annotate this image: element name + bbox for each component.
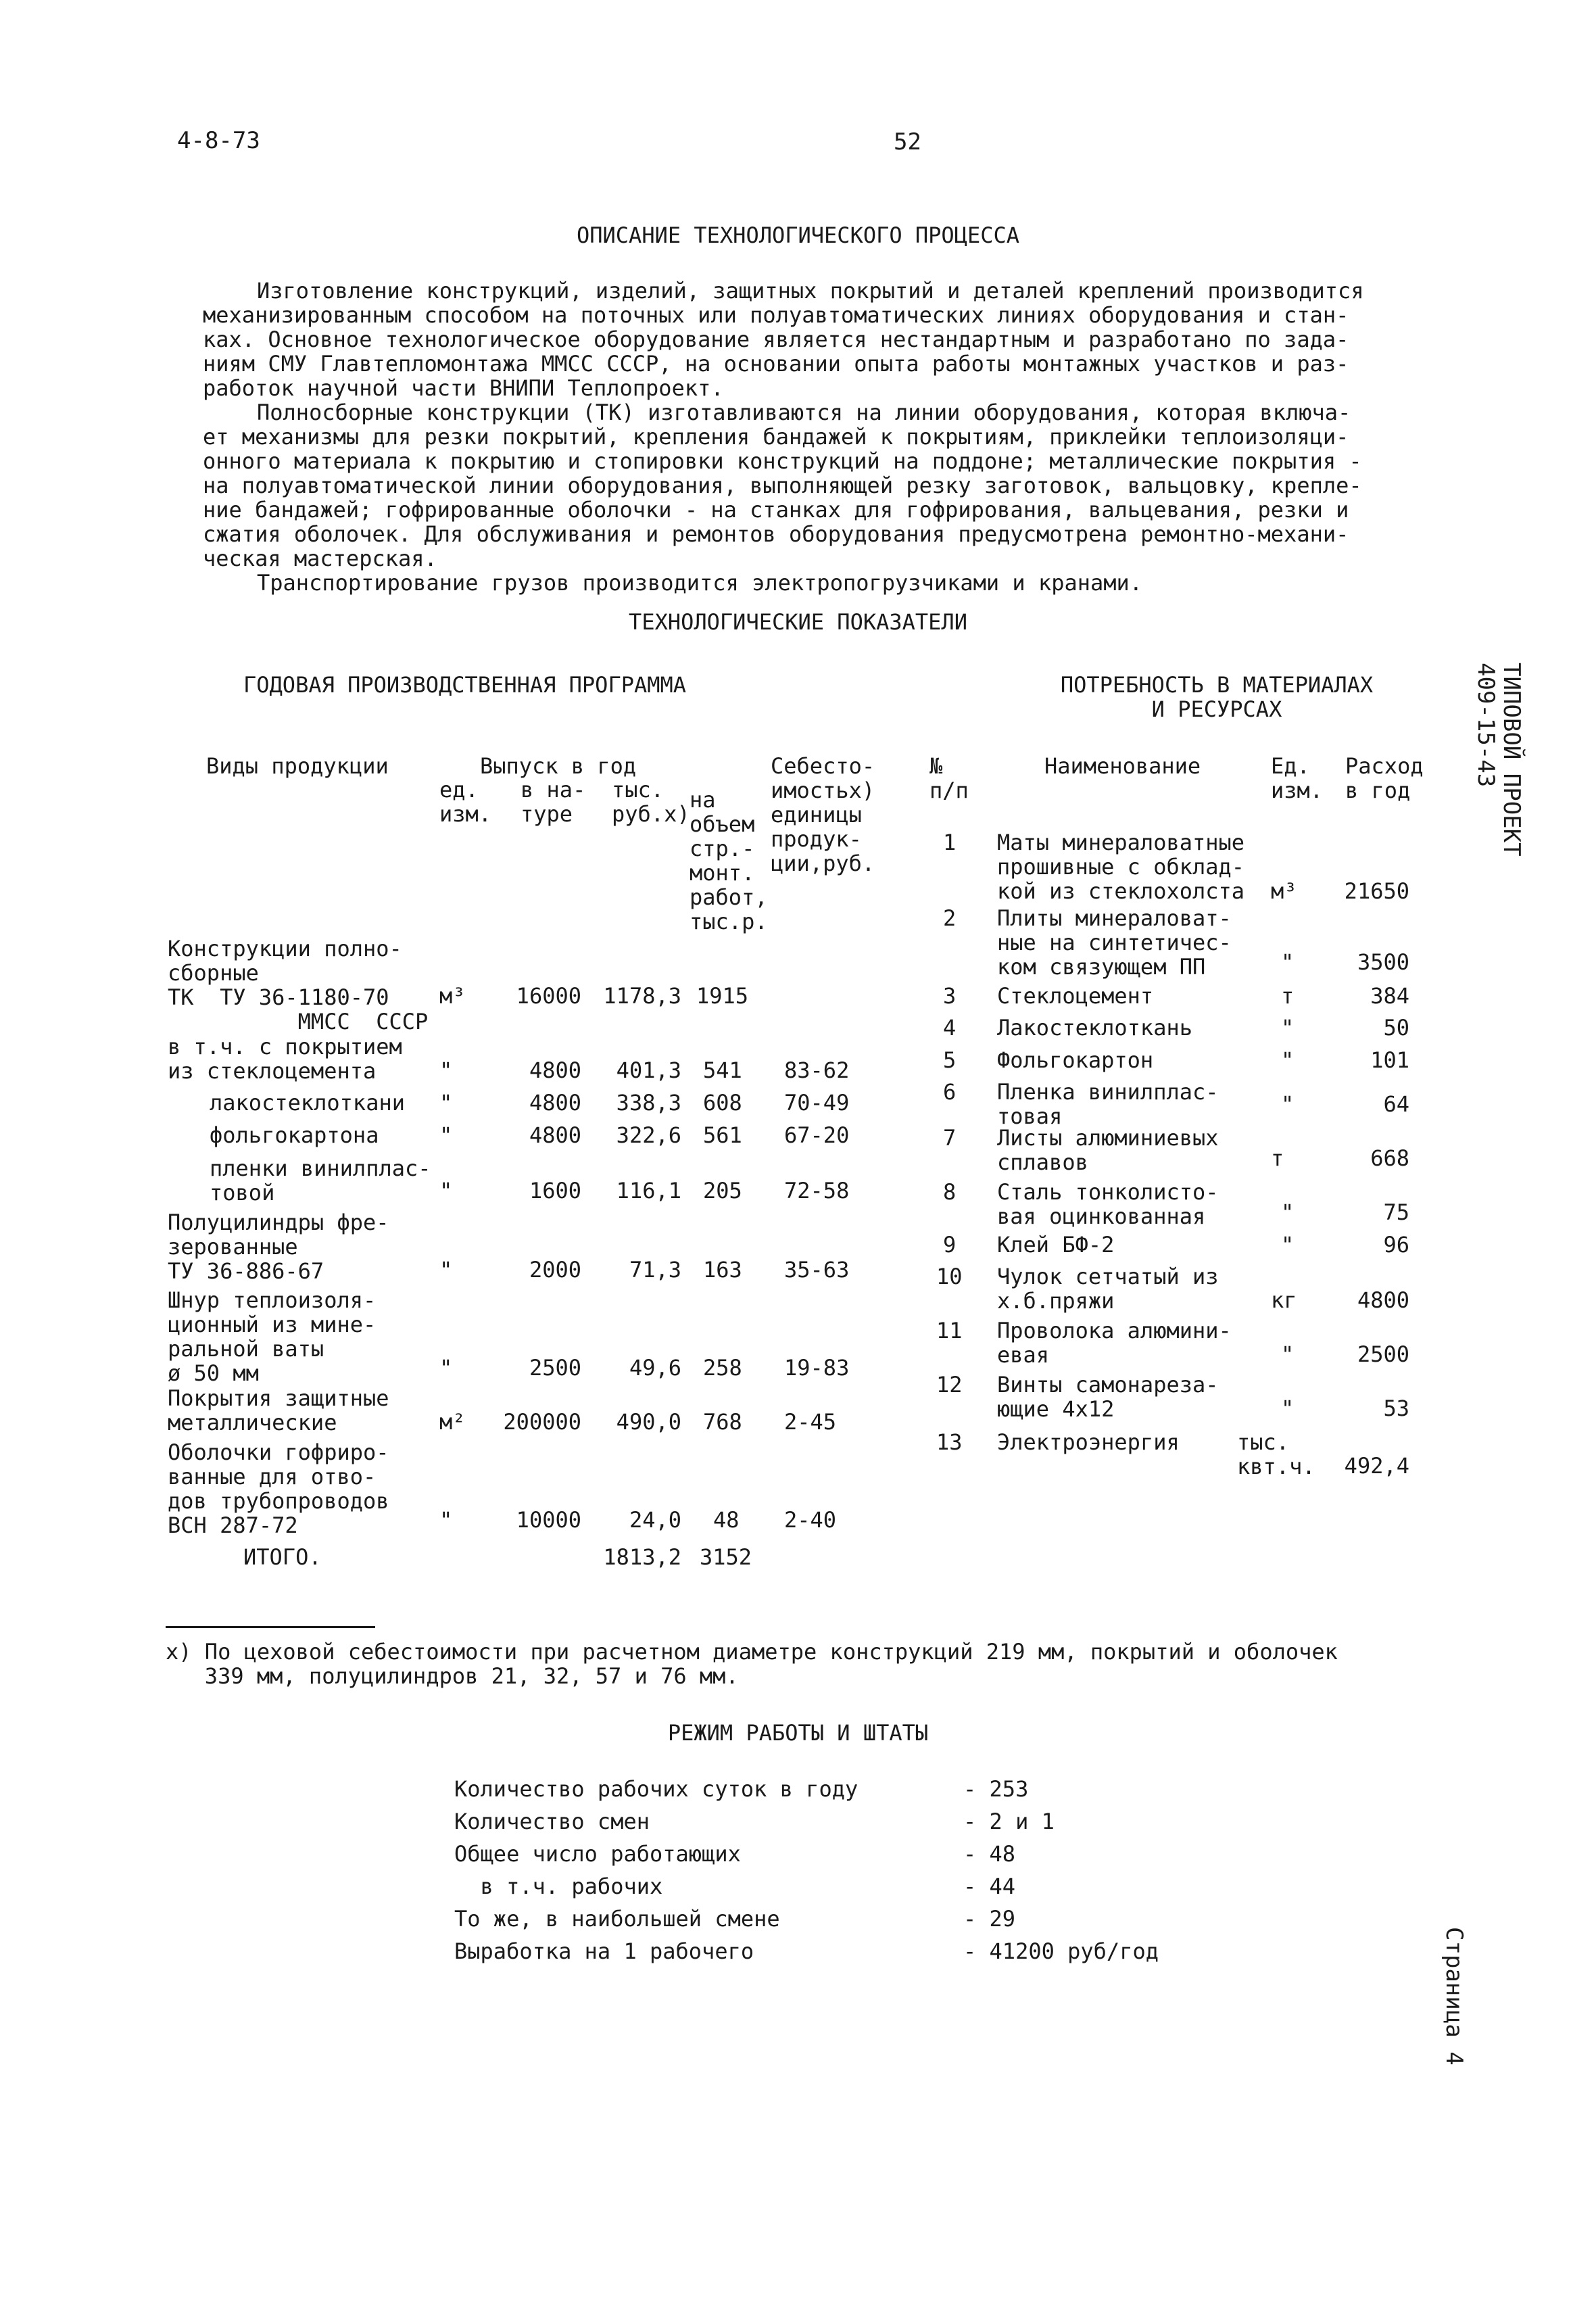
- materials-row-name: Винты самонареза- ющие 4х12: [997, 1372, 1219, 1422]
- program-row-name: Оболочки гофриро- ванные для отво- дов трубопроводов ВСН 287-72: [168, 1439, 389, 1538]
- program-row-thousand: 71,3: [629, 1257, 681, 1283]
- materials-row-unit: ": [1281, 1395, 1295, 1421]
- description-line: ниям СМУ Главтепломонтажа ММСС СССР, на основании опыта работы монтажных участков и раз-: [203, 351, 1349, 377]
- description-line: ние бандажей; гофрированные оболочки - на станках для гофрирования, вальцевания, резки и: [203, 497, 1349, 523]
- regime-label: Выработка на 1 рабочего: [454, 1938, 754, 1964]
- program-row-natural: 4800: [529, 1122, 581, 1148]
- program-row-name: фольгокартона: [210, 1122, 379, 1148]
- program-header-natural: в на- туре: [521, 777, 586, 827]
- program-row-unit: ": [439, 1090, 453, 1116]
- materials-row-no: 6: [943, 1079, 957, 1105]
- side-project-stamp: ТИПОВОЙ ПРОЕКТ 409-15-43: [1472, 663, 1525, 857]
- materials-row-name: Электроэнергия: [997, 1429, 1180, 1455]
- program-header-output: Выпуск в год: [480, 753, 637, 779]
- program-total-label: ИТОГО.: [243, 1544, 322, 1570]
- materials-header-name: Наименование: [1044, 753, 1201, 779]
- program-row-unit: ": [439, 1057, 453, 1083]
- description-line: ет механизмы для резки покрытий, крепления бандажей к покрытиям, приклейки теплоизоляци-: [203, 424, 1349, 450]
- program-row-cost: 19-83: [784, 1355, 850, 1381]
- materials-row-qty: 3500: [1357, 949, 1409, 975]
- materials-row-name: Маты минераловатные прошивные с обклад- кой из стеклохолста: [997, 830, 1245, 904]
- description-line: работок научной части ВНИПИ Теплопроект.: [203, 375, 724, 401]
- materials-row-no: 4: [943, 1015, 957, 1041]
- materials-row-no: 11: [936, 1318, 963, 1343]
- materials-row-qty: 4800: [1357, 1287, 1409, 1313]
- materials-row-no: 5: [943, 1047, 957, 1073]
- materials-row-qty: 492,4: [1344, 1453, 1409, 1479]
- materials-row-unit: ": [1281, 949, 1295, 975]
- program-row-volume: 48: [713, 1507, 740, 1533]
- materials-row-qty: 53: [1383, 1395, 1409, 1421]
- side-sheet-stamp: Страница 4: [1441, 1927, 1468, 2066]
- program-row-volume: 768: [703, 1409, 742, 1435]
- materials-row-no: 13: [936, 1429, 963, 1455]
- program-row-natural: 10000: [516, 1507, 581, 1533]
- program-row-thousand: 24,0: [629, 1507, 681, 1533]
- description-line: на полуавтоматической линии оборудования, выполняющей резку заготовок, вальцовку, крепле-: [203, 473, 1362, 498]
- materials-row-name: Клей БФ-2: [997, 1232, 1115, 1258]
- materials-row-unit: м³: [1271, 878, 1297, 904]
- program-row-volume: 608: [703, 1090, 742, 1116]
- materials-row-unit: ": [1281, 1091, 1295, 1117]
- program-row-cost: 83-62: [784, 1057, 850, 1083]
- program-row-thousand: 338,3: [616, 1090, 681, 1116]
- program-row-name: пленки винилплас- товой: [210, 1155, 431, 1206]
- program-row-volume: 541: [703, 1057, 742, 1083]
- program-title: ГОДОВАЯ ПРОИЗВОДСТВЕННАЯ ПРОГРАММА: [243, 672, 687, 698]
- program-row-thousand: 49,6: [629, 1355, 681, 1381]
- regime-value: - 41200 руб/год: [963, 1938, 1159, 1964]
- regime-label: Общее число работающих: [454, 1841, 741, 1867]
- materials-row-unit: ": [1281, 1232, 1295, 1258]
- description-line: онного материала к покрытию и стопировки конструкций на поддоне; металлические покрытия -: [203, 448, 1362, 474]
- materials-row-name: Проволока алюмини- евая: [997, 1318, 1232, 1368]
- program-header-unit: ед. изм.: [439, 777, 492, 827]
- program-row-cost: 72-58: [784, 1178, 850, 1203]
- program-row-volume: 205: [703, 1178, 742, 1203]
- program-row-unit: м³: [439, 983, 466, 1009]
- indicators-title: ТЕХНОЛОГИЧЕСКИЕ ПОКАЗАТЕЛИ: [629, 609, 967, 635]
- description-line: сжатия оболочек. Для обслуживания и ремонтов оборудования предусмотрена ремонтно-механи-: [203, 521, 1349, 547]
- description-line: Изготовление конструкций, изделий, защитных покрытий и деталей креплений производится: [257, 278, 1364, 304]
- materials-row-unit: ": [1281, 1047, 1295, 1073]
- materials-row-no: 2: [943, 905, 957, 931]
- regime-label: То же, в наибольшей смене: [454, 1906, 780, 1932]
- program-row-unit: м²: [439, 1409, 466, 1435]
- doc-code: 4-8-73: [177, 127, 260, 154]
- page-number: 52: [894, 128, 921, 156]
- materials-row-unit: т: [1271, 1145, 1284, 1171]
- materials-row-no: 8: [943, 1179, 957, 1205]
- program-row-natural: 200000: [503, 1409, 581, 1435]
- program-row-unit: ": [439, 1122, 453, 1148]
- program-row-natural: 1600: [529, 1178, 581, 1203]
- program-row-thousand: 1178,3: [603, 983, 681, 1009]
- program-total-thousand: 1813,2: [603, 1544, 681, 1570]
- program-header-kind: Виды продукции: [206, 753, 389, 779]
- footnote: х) По цеховой себестоимости при расчетном диаметре конструкций 219 мм, покрытий и оболочек 339 мм, полуцилиндров 21, 32, 57 и 76 мм.: [166, 1639, 1338, 1689]
- program-row-natural: 4800: [529, 1090, 581, 1116]
- program-row-unit: ": [439, 1178, 453, 1203]
- program-row-name: Конструкции полно- сборные ТК ТУ 36-1180-70 ММСС СССР: [168, 936, 429, 1034]
- program-header-volume: на объем стр.- монт. работ, тыс.р.: [690, 787, 768, 934]
- regime-label: Количество смен: [454, 1809, 650, 1834]
- materials-row-qty: 384: [1370, 983, 1409, 1009]
- materials-row-name: Фольгокартон: [997, 1047, 1154, 1073]
- materials-row-no: 12: [936, 1372, 963, 1398]
- materials-row-no: 3: [943, 983, 957, 1009]
- program-row-natural: 2500: [529, 1355, 581, 1381]
- description-line: Полносборные конструкции (ТК) изготавливаются на линии оборудования, которая включа-: [257, 400, 1351, 425]
- materials-row-qty: 668: [1370, 1145, 1409, 1171]
- description-body: [203, 279, 1386, 595]
- regime-label: Количество рабочих суток в году: [454, 1776, 859, 1802]
- materials-row-unit: ": [1281, 1199, 1295, 1225]
- materials-row-name: Стеклоцемент: [997, 983, 1154, 1009]
- program-row-cost: 2-45: [784, 1409, 837, 1435]
- materials-row-qty: 2500: [1357, 1341, 1409, 1367]
- program-row-name: Покрытия защитные металлические: [168, 1385, 389, 1435]
- materials-row-qty: 75: [1383, 1199, 1409, 1225]
- materials-row-no: 7: [943, 1125, 957, 1151]
- materials-row-name: Листы алюминиевых сплавов: [997, 1125, 1219, 1175]
- materials-header-unit: Ед. изм.: [1271, 753, 1324, 803]
- description-title: ОПИСАНИЕ ТЕХНОЛОГИЧЕСКОГО ПРОЦЕССА: [576, 222, 1020, 248]
- program-row-unit: ": [439, 1257, 453, 1283]
- program-row-name: Полуцилиндры фре- зерованные ТУ 36-886-67: [168, 1210, 389, 1284]
- program-row-thousand: 490,0: [616, 1409, 681, 1435]
- regime-label: в т.ч. рабочих: [454, 1874, 663, 1899]
- program-row-name: в т.ч. с покрытием из стеклоцемента: [168, 1034, 402, 1084]
- program-row-cost: 70-49: [784, 1090, 850, 1116]
- materials-header-no: № п/п: [929, 753, 969, 803]
- materials-row-unit: ": [1281, 1341, 1295, 1367]
- materials-row-qty: 96: [1383, 1232, 1409, 1258]
- materials-row-no: 1: [943, 830, 957, 855]
- materials-row-unit: тыс. квт.ч.: [1237, 1429, 1315, 1479]
- regime-value: - 48: [963, 1841, 1016, 1867]
- materials-row-name: Лакостеклоткань: [997, 1015, 1192, 1041]
- program-row-unit: ": [439, 1355, 453, 1381]
- program-row-thousand: 322,6: [616, 1122, 681, 1148]
- program-header-thousand: тыс. руб.х): [612, 777, 690, 827]
- regime-title: РЕЖИМ РАБОТЫ И ШТАТЫ: [667, 1720, 929, 1746]
- program-row-cost: 35-63: [784, 1257, 850, 1283]
- materials-row-qty: 101: [1370, 1047, 1409, 1073]
- regime-value: - 29: [963, 1906, 1016, 1932]
- program-total-volume: 3152: [700, 1544, 752, 1570]
- footnote-rule: [166, 1626, 375, 1628]
- materials-row-qty: 50: [1383, 1015, 1409, 1041]
- program-row-name: Шнур теплоизоля- ционный из мине- ральной ваты ø 50 мм: [168, 1287, 377, 1386]
- materials-row-qty: 64: [1383, 1091, 1409, 1117]
- program-row-cost: 67-20: [784, 1122, 850, 1148]
- program-row-volume: 163: [703, 1257, 742, 1283]
- program-row-unit: ": [439, 1507, 453, 1533]
- regime-value: - 2 и 1: [963, 1809, 1055, 1834]
- program-row-natural: 4800: [529, 1057, 581, 1083]
- materials-row-name: Сталь тонколисто- вая оцинкованная: [997, 1179, 1219, 1229]
- materials-row-qty: 21650: [1344, 878, 1409, 904]
- description-line: ческая мастерская.: [203, 546, 437, 571]
- materials-row-unit: кг: [1271, 1287, 1297, 1313]
- program-row-cost: 2-40: [784, 1507, 837, 1533]
- program-row-thousand: 116,1: [616, 1178, 681, 1203]
- program-row-natural: 2000: [529, 1257, 581, 1283]
- materials-row-unit: т: [1281, 983, 1295, 1009]
- program-row-natural: 16000: [516, 983, 581, 1009]
- description-line: ках. Основное технологическое оборудование является нестандартным и разработано по зада-: [203, 327, 1349, 352]
- materials-row-unit: ": [1281, 1015, 1295, 1041]
- program-row-volume: 561: [703, 1122, 742, 1148]
- materials-row-no: 10: [936, 1264, 963, 1289]
- program-row-volume: 258: [703, 1355, 742, 1381]
- program-row-name: лакостеклоткани: [210, 1090, 405, 1116]
- materials-row-name: Пленка винилплас- товая: [997, 1079, 1219, 1129]
- description-line: Транспортирование грузов производится электропогрузчиками и кранами.: [257, 570, 1143, 596]
- materials-row-name: Чулок сетчатый из х.б.пряжи: [997, 1264, 1219, 1314]
- materials-header-qty: Расход в год: [1345, 753, 1424, 803]
- regime-value: - 253: [963, 1776, 1029, 1802]
- materials-row-name: Плиты минераловат- ные на синтетичес- ком связующем ПП: [997, 905, 1232, 980]
- materials-row-no: 9: [943, 1232, 957, 1258]
- program-header-cost: Себесто- имостьх) единицы продук- ции,руб.: [771, 753, 875, 876]
- regime-value: - 44: [963, 1874, 1016, 1899]
- materials-title: ПОТРЕБНОСТЬ В МАТЕРИАЛАХ И РЕСУРСАХ: [1060, 672, 1374, 722]
- description-line: механизированным способом на поточных или полуавтоматических линиях оборудования и стан-: [203, 302, 1349, 328]
- program-row-volume: 1915: [696, 983, 749, 1009]
- program-row-thousand: 401,3: [616, 1057, 681, 1083]
